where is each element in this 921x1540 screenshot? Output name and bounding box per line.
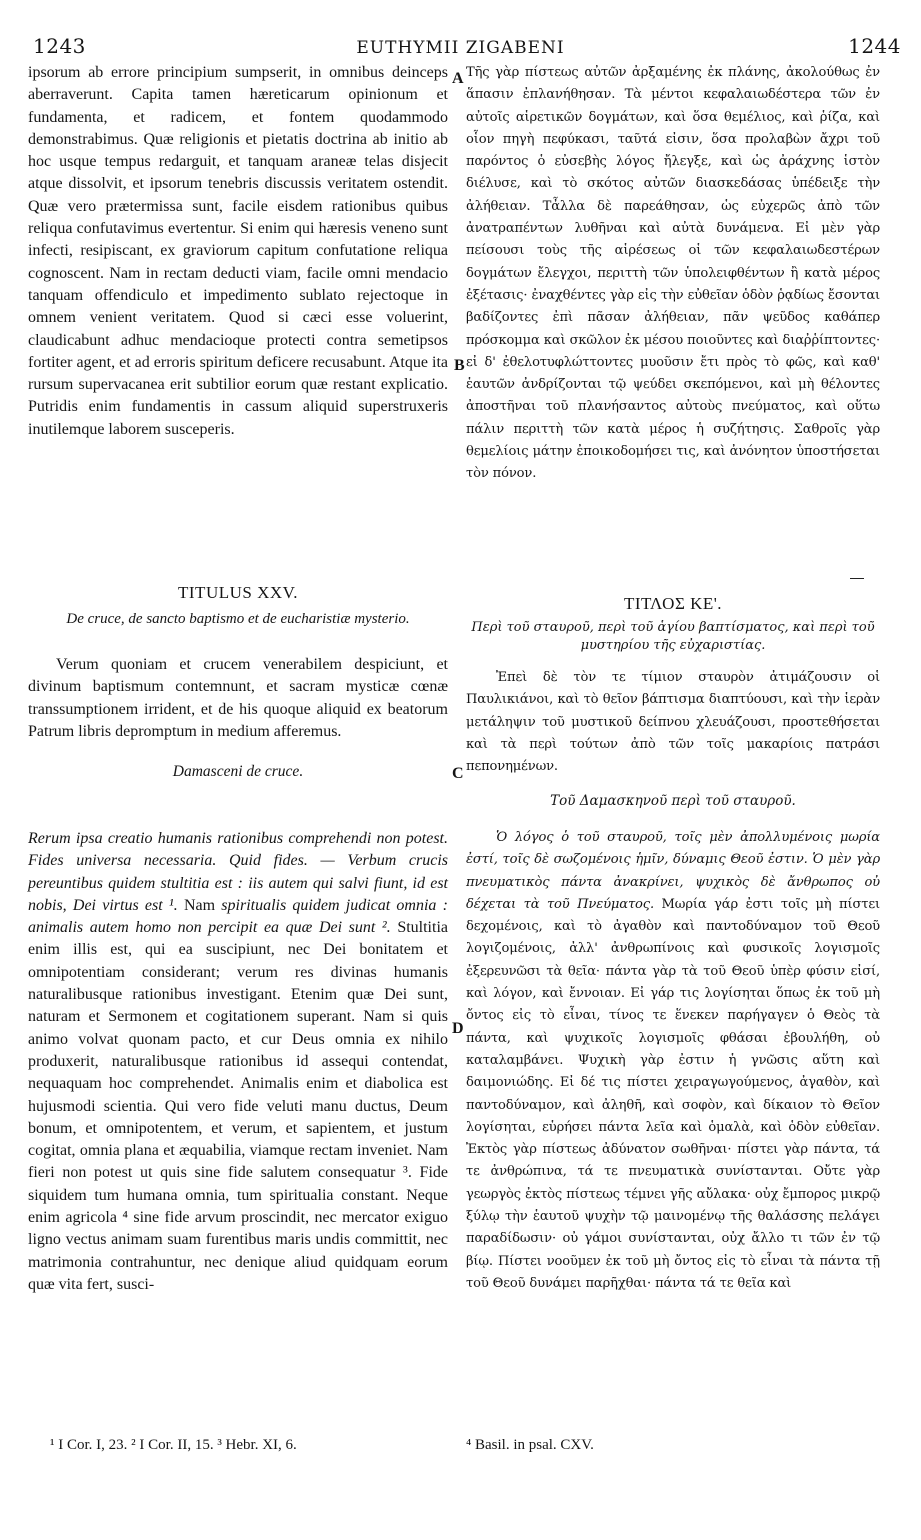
latin-paragraph-3-rest: Stultitia enim illis est, qui ea suscipiunt, nec Dei bonitatem et omnipotentiam considerant; verum res divinas humanis naturalibusque rationibus investigant. Etenim quæ Dei sunt, naturam et Sermonem et cogitationem superant. Nam si quis animo volvat quonam pacto, et cur Deus omnia ex nihilo produxerit, naturalibusque rationibus id assequi contendat, nequaquam hoc comprehendet. Animalis enim et diabolica est hujusmodi scientia. Qui vero fide veluti manu ductus, Deum bonum, et omnipotentem, et verum, et sapientem, et justum cogitat, omnia plana et æquabilia, viamque rectam inveniet. Nam fieri non potest ut quis sine fide salutem consequatur ³. Fide siquidem tum humana omnia, tum spiritualia constant. Neque enim agricola ⁴ sine fide arvum proscindit, nec mercator exiguo ligno vectus animam suam furentibus maris undis committit, nec matrimonia contrahuntur, nec denique aliud quidquam eorum quæ vita fert, susci- xyxy=(28,919,448,1293)
latin-paragraph-3 xyxy=(28,828,448,1296)
latin-paragraph-3-italic-2: spiritualis quidem judicat omnia : animalis autem homo non percipit ea quæ Dei sunt ². xyxy=(28,896,448,937)
greek-damasceni-heading: Τοῦ Δαμασκηνοῦ περὶ τοῦ σταυροῦ. xyxy=(550,793,796,809)
margin-marker-b: B xyxy=(454,357,465,374)
decorative-dash xyxy=(850,578,864,579)
greek-paragraph-3 xyxy=(466,827,880,1295)
greek-titlos-subtitle: Περὶ τοῦ σταυροῦ, περὶ τοῦ ἁγίου βαπτίσματος, καὶ περὶ τοῦ μυστηρίου τῆς εὐχαριστίας. xyxy=(471,620,875,653)
greek-paragraph-2: Ἐπεὶ δὲ τὸν τε τίμιον σταυρὸν ἀτιμάζουσιν οἱ Παυλικιάνοι, καὶ τὸ θεῖον βάπτισμα διαπτύουσι, καὶ τὴν ἱερὰν μετάληψιν τοῦ μυστικοῦ δείπνου χλευάζουσι, προστεθήσεται καὶ τὰ περὶ τούτων ἀπὸ τῶν τοῖς μακαρίοις πατράσι πεπονημένων. xyxy=(466,670,880,775)
greek-footnotes: ⁴ Basil. in psal. CXV. xyxy=(466,1437,594,1453)
greek-paragraph-3-rest: Μωρία γάρ ἐστι τοῖς μὴ πίστει δεχομένοις, καὶ τὸ ἀγαθὸν καὶ παντοδύναμον τοῦ Θεοῦ λογιζομένοις, ἀλλ' ἀνθρωπίνοις καὶ φυσικοῖς λογισμοῖς ἐξερευνῶσι τὰ θεῖα· πάντα γὰρ τὰ τοῦ Θεοῦ ὑπὲρ φύσιν εἰσί, καὶ λόγον, καὶ ἔννοιαν. Εἰ γάρ τις λογίσηται ὅπως ἐκ τοῦ μὴ ὄντος εἰς τὸ εἶναι, τίνος τε ἕνεκεν παρήγαγεν ὁ Θεὸς τὰ πάντα, καὶ ψυχικοῖς λογισμοῖς φθάσαι ἐβουλήθη, οὐ καταλαμβάνει. Ψυχικὴ γὰρ ἐστιν ἡ γνῶσις αὕτη καὶ δαιμονιώδης. Εἰ δέ τις πίστει χειραγωγούμενος, ἀγαθὸν, καὶ παντοδύναμον, καὶ ἀληθῆ, καὶ σοφὸν, καὶ δίκαιον τὸ Θεῖον λογίσηται, εὑρήσει πάντα λεῖα καὶ ὁμαλὰ, καὶ ὁδὸν εὐθεῖαν. Ἐκτὸς γὰρ πίστεως ἀδύνατον σωθῆναι· πίστει γὰρ πάντα, τά τε ἀνθρώπινα, τά τε πνευματικὰ συνίστανται. Οὔτε γὰρ γεωργὸς ἐκτὸς πίστεως τέμνει γῆς αὔλακα· οὐχ ἔμπορος μικρῷ ξύλῳ τὴν ἑαυτοῦ ψυχὴν τῷ μαινομένῳ τῆς θαλάσσης πελάγει παραδίδωσιν· οὐ γάμοι συνίστανται, οὐχ ἄλλο τι τῶν ἐν τῷ βίῳ. Πίστει νοοῦμεν ἐκ τοῦ μὴ ὄντος εἰς τὸ εἶναι τὰ πάντα τῇ τοῦ Θεοῦ δυνάμει παρῆχθαι· πάντα τά τε θεῖα καὶ xyxy=(466,896,880,1291)
margin-marker-a: A xyxy=(452,70,464,87)
greek-titlos: ΤΙΤΛΟΣ ΚΕ'. xyxy=(623,594,723,613)
latin-paragraph-3-mid: Nam xyxy=(177,896,222,914)
margin-marker-c: C xyxy=(452,765,464,782)
latin-paragraph-3-italic: Rerum ipsa creatio humanis rationibus comprehendi non potest. Fides universa necessaria. Quid fides. — Verbum crucis pereuntibus quidem stultitia est : iis autem qui salvi fiunt, id est nobis, Dei virtus est ¹. xyxy=(28,830,448,914)
latin-damasceni-heading: Damasceni de cruce. xyxy=(172,763,304,780)
latin-paragraph-2: Verum quoniam et crucem venerabilem despiciunt, et divinum baptismum contemnunt, et sacram mysticæ cœnæ transsumptionem irrident, et de his quoque aliquid ex beatorum Patrum libris depromptum in medium afferemus. xyxy=(28,656,448,740)
latin-footnotes: ¹ I Cor. I, 23. ² I Cor. II, 15. ³ Hebr. XI, 6. xyxy=(50,1437,297,1453)
page-number-right: 1244 xyxy=(848,34,901,58)
page-number-left: 1243 xyxy=(33,34,86,58)
running-title: EUTHYMII ZIGABENI xyxy=(356,38,565,58)
greek-intro-paragraph: Τῆς γὰρ πίστεως αὐτῶν ἀρξαμένης ἐκ πλάνης, ἀκολούθως ἐν ἅπασιν ἐπλανήθησαν. Τὰ μέντοι κεφαλαιωδέστερα τῶν ἐν αὐτοῖς αἱρετικῶν δογμάτων, καὶ ὅσα θεμέλιος, καὶ ῥίζα, καὶ οἷον πηγὴ πεφύκασι, ταῦτά εἰσιν, ὅσα προλαβὼν ἄχρι τοῦ παρόντος ὁ εὐσεβὴς λόγος ἤλεγξε, καὶ ὡς ἀράχνης ἱστὸν διέλυσε, καὶ τὸ σκότος αὐτῶν διασκεδάσας ὑπέδειξε τὴν ἀλήθειαν. Τἆλλα δὲ παρεάθησαν, ὡς εὐχερῶς ἀπὸ τῶν ἀνατραπέντων λυθῆναι καὶ αὐτὰ δυνάμενα. Εἰ μὲν γὰρ πείσουσι τοὺς τῆς αἱρέσεως οἱ τῶν κεφαλαιωδεστέρων δογμάτων ἔλεγχοι, περιττὴ τῶν ὑπολειφθέντων ἢ κατὰ μέρος ἐξέτασις· ἐναχθέντες γὰρ εἰς τὴν εὐθεῖαν ὁδὸν ῥᾳδίως ἔσονται βαδίζοντες ἐπὶ πᾶσαν ἀλήθειαν, πᾶν ψεῦδος καθάπερ πρόσκομμα καὶ σκῶλον ἐκ μέσου ποιοῦντες καὶ διαῤῥίπτοντες· εἰ δ' ἐθελοτυφλώττοντες μυοῦσιν ἔτι πρὸς τὸ φῶς, καὶ καθ' ἑαυτῶν ἀνδρίζονται τῷ ψεύδει σκεπόμενοι, καὶ μὴ θέλοντες ἀποστῆναι τοῦ πλανήσαντος αὐτοὺς πνεύματος, καὶ οὕτω πάλιν περιττὴ τῶν κατὰ μέρος ἡ συζήτησις. Σαθροῖς γὰρ θεμελίοις μάτην ἐποικοδομήσει τις, καὶ ἀνόνητον ὑποστήσεται τὸν πόνον. xyxy=(466,65,880,482)
latin-intro-paragraph: ipsorum ab errore principium sumpserit, in omnibus deinceps aberraverunt. Capita tamen hæreticarum opinionum et fundamenta, et radicem, et fontem quodammodo demonstrabimus. Quæ religionis et pietatis doctrina ab initio ab hoc usque tempus redarguit, et tanquam araneæ telas disjecit atque dissolvit, et ipsorum tenebris discussis veritatem ostendit. Quæ vero prætermissa sunt, facile eisdem rationibus quibus reliqua confutavimus evertentur. Si enim qui hæresis veneno sunt infecti, resipiscant, ex graviorum capitum confutatione reliqua cognoscent. Nam in rectam deducti viam, facile omni mendacio tanquam offendiculo et impedimento sublato rejectoque in omnem venient veritatem. Quod si cæci esse voluerint, claudicabunt adhuc mendacioque protecti contra semetipsos fortiter agent, et ad erroris spiritum deficere recusabunt. Atque ita rursum supervacanea erit subtilior eorum quæ restant explicatio. Putridis enim fundamentis in cassum aliquid superstruxeris inutilemque laborem susceperis. xyxy=(28,64,448,438)
greek-paragraph-3-italic: Ὁ λόγος ὁ τοῦ σταυροῦ, τοῖς μὲν ἀπολλυμένοις μωρία ἐστί, τοῖς δὲ σωζομένοις ἡμῖν, δύναμις Θεοῦ ἐστιν. Ὁ μὲν γὰρ πνευματικὸς πάντα ἀνακρίνει, ψυχικὸς δὲ ἄνθρωπος οὐ δέχεται τὰ τοῦ Πνεύματος. xyxy=(466,830,880,912)
latin-titulus: TITULUS XXV. xyxy=(178,583,298,602)
latin-titulus-subtitle: De cruce, de sancto baptismo et de eucharistiæ mysterio. xyxy=(66,611,410,627)
margin-marker-d: D xyxy=(452,1020,464,1037)
